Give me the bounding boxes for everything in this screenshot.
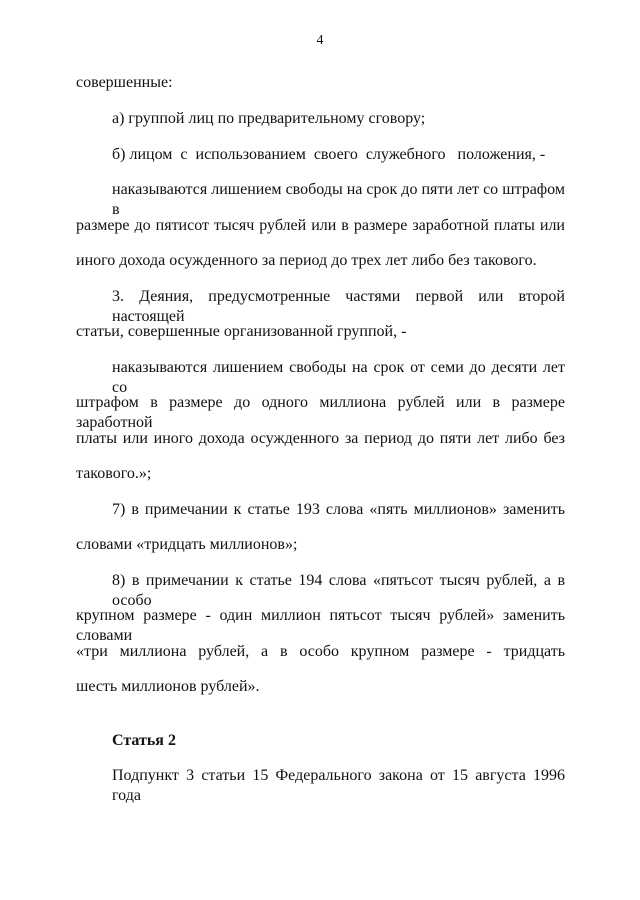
text-line: статьи, совершенные организованной группой, - [76,323,407,340]
text-line: наказываются лишением свободы на срок до пяти лет со штрафом в [112,181,565,218]
text-line: иного дохода осужденного за период до трех лет либо без такового. [76,252,537,269]
article-heading: Статья 2 [112,732,176,749]
text-line: крупном размере - один миллион пятьсот тысяч рублей» заменить словами [76,607,565,644]
text-line: размере до пятисот тысяч рублей или в размере заработной платы или [76,217,565,234]
text-line: а) группой лиц по предварительному сговору; [112,110,426,127]
text-line: платы или иного дохода осужденного за период до пяти лет либо без [76,430,565,447]
text-line: совершенные: [76,74,173,91]
text-line: штрафом в размере до одного миллиона рублей или в размере заработной [76,394,565,431]
text-line: 7) в примечании к статье 193 слова «пять миллионов» заменить [112,501,565,518]
text-line: Подпункт 3 статьи 15 Федерального закона от 15 августа 1996 года [112,767,565,804]
text-line: шесть миллионов рублей». [76,678,260,695]
text-line: наказываются лишением свободы на срок от семи до десяти лет со [112,359,565,396]
text-line: «три миллиона рублей, а в особо крупном размере - тридцать [76,643,565,660]
text-line: 3. Деяния, предусмотренные частями первой или второй настоящей [112,288,565,325]
text-line: такового.»; [76,465,152,482]
page-number: 4 [316,33,324,48]
text-line: 8) в примечании к статье 194 слова «пятьсот тысяч рублей, а в особо [112,572,565,609]
text-line: словами «тридцать миллионов»; [76,536,298,553]
text-line: б) лицом с использованием своего служебного положения, - [112,146,546,163]
